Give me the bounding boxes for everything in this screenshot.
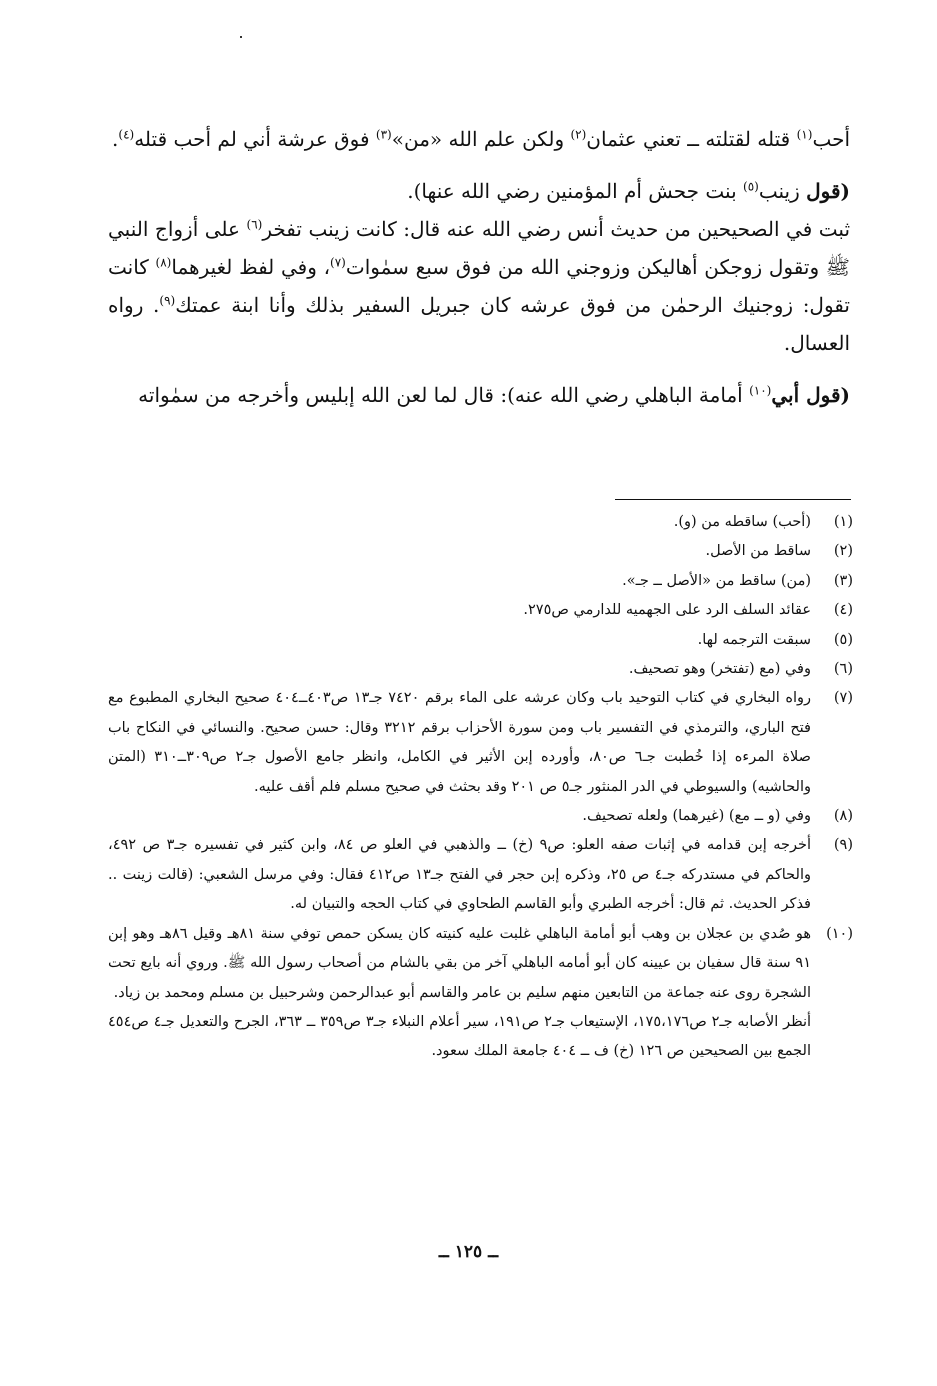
section-lead: (قول أبي	[771, 383, 850, 407]
footnote-6	[108, 655, 853, 684]
footnote-ref[interactable]: (٢)	[570, 127, 587, 142]
footnotes	[108, 508, 853, 1067]
footnote-number: (١)	[833, 514, 853, 530]
text-run: ولكن علم الله «من»	[391, 127, 571, 151]
footnote-number: (٣)	[833, 572, 853, 589]
page-number: ــ ١٢٥ ــ	[438, 1242, 499, 1262]
footnote-number: (٥)	[833, 631, 853, 648]
footnote-3	[108, 567, 853, 596]
footnote-number: (٧)	[833, 690, 853, 707]
footnote-ref[interactable]: (٣)	[375, 127, 392, 142]
footnote-ref[interactable]: (٧)	[330, 255, 346, 270]
text-run: ، وفي لفظ لغيرهما	[171, 255, 331, 279]
footnote-ref[interactable]: (٩)	[159, 293, 176, 308]
section-lead: (قول	[806, 179, 850, 203]
text-run: .	[112, 127, 119, 151]
text-run: كانت تقول: زوجنيك الرحمٰن من فوق عرشه كان جبريل السفير بذلك وأنا ابنة عمتك	[108, 255, 850, 317]
text-run: . رواه العسال.	[108, 293, 850, 355]
text-run: فوق عرشة أني لم أحب قتله	[134, 127, 376, 151]
paragraph-4	[108, 376, 850, 414]
text-run: قتله لقتلته ــ تعني عثمان	[586, 127, 797, 151]
footnote-text: أخرجه إبن قدامه في إثبات صفه العلو: ص٩ (خ) ــ والذهبي في العلو ص ٨٤، وابن كثير في تفسيره جـ٣ ص ٤٩٢، والحاكم في مستدركه جـ٤ ص ٢٥، وذكره إبن حجر في الفتح جـ١٣ ص٤١٢ فقال: وفي مرسل الشعبي: (قالت زينت .. فذكر الحديث. ثم قال: أخرجه الطبري وأبو القاسم الطحاوي في كتاب الحجه والتبيان له.	[108, 837, 811, 913]
footnote-number: (٢)	[833, 543, 853, 560]
footnote-text-block	[108, 920, 811, 1067]
footnote-1	[108, 508, 853, 537]
footnote-9	[108, 831, 853, 919]
footnote-10	[108, 920, 853, 1067]
footnote-number: (٤)	[833, 602, 853, 619]
footnote-text: رواه البخاري في كتاب التوحيد باب وكان عرشه على الماء برقم ٧٤٢٠ جـ١٣ ص٤٠٣ــ٤٠٤ صحيح البخاري المطبوع مع فتح الباري، والترمذي في التفسير باب ومن سورة الأحزاب برقم ٣٢١٢ وقال: حسن صحيح. والنسائي في النكاح باب صلاة المرءه إذا خُطبت جـ٦ ص٨٠، وأورده إبن الأثير في الكامل، وانظر جامع الأصول جـ٢ ص٣٠٩ــ٣١٠ (المتن والحاشيه) والسيوطي في الدر المنثور جـ٥ ص ٢٠١ وقد بحثث في صحيح مسلم فلم أقف عليه.	[108, 690, 811, 795]
footnote-separator	[615, 499, 851, 500]
footnote-text: وفي (و ــ مع) (غيرهما) ولعله تصحيف.	[582, 808, 811, 825]
text-run: بنت جحش أم المؤمنين رضي الله عنها).	[407, 179, 744, 203]
text-run: زينب	[758, 179, 807, 203]
footnote-number: (١٠)	[826, 925, 853, 942]
footnote-2	[108, 537, 853, 566]
footnote-text: وفي (مع (تفتخر) وهو تصحيف.	[628, 661, 811, 678]
paragraph-2	[108, 172, 850, 210]
text-run: أحب	[812, 127, 850, 151]
main-text	[108, 120, 850, 414]
footnote-text: سبقت الترجمه لها.	[697, 631, 811, 648]
footnote-ref[interactable]: (١٠)	[749, 383, 772, 398]
footnote-7	[108, 684, 853, 802]
footnote-text: (من) ساقط من «الأصل ــ جـ».	[622, 572, 811, 589]
paragraph-1	[108, 120, 850, 158]
footnote-8	[108, 802, 853, 831]
scan-speck	[240, 36, 242, 38]
paragraph-3	[108, 210, 850, 362]
footnote-text: عقائد السلف الرد على الجهميه للدارمي ص٢٧٥.	[523, 602, 811, 619]
footnote-ref[interactable]: (٦)	[246, 217, 263, 232]
text-run: على أزواج النبي ﷺ وتقول زوجكن أهاليكن وزوجني الله من فوق سبع سمٰوات	[108, 217, 850, 279]
footnote-ref[interactable]: (١)	[796, 127, 813, 142]
footnote-text: (أحب) ساقطه من (و).	[673, 514, 811, 530]
text-run: ثبت في الصحيحين من حديث أنس رضي الله عنه قال: كانت زينب تفخر	[262, 217, 851, 241]
text-run: أمامة الباهلي رضي الله عنه): قال لما لعن الله إبليس وأخرجه من سمٰواته	[138, 383, 750, 407]
footnote-ref[interactable]: (٥)	[743, 179, 759, 194]
footnote-ref[interactable]: (٤)	[118, 127, 135, 142]
footnote-number: (٦)	[833, 661, 853, 678]
footnote-number: (٩)	[833, 837, 853, 854]
footnote-4	[108, 596, 853, 625]
footnote-number: (٨)	[833, 808, 853, 825]
footnote-5	[108, 626, 853, 655]
footnote-text: هو صُدي بن عجلان بن وهب أبو أمامة الباهلي غلبت عليه كنيته كان يسكن حمص توفي سنة ٨١هـ وقيل ٨٦هـ وهو إبن ٩١ سنة قال سفيان بن عيينه كان أبو أمامه الباهلي آخر من بقي بالشام من أصحاب رسول الله ﷺ. وروي أنه بايع تحت الشجرة روى عنه جماعة من التابعين منهم سليم بن عامر والقاسم أبو عبدالرحمن وشرحبيل بن مسلم ومحمد بن زياد.	[108, 925, 811, 1001]
footnote-text: ساقط من الأصل.	[705, 543, 811, 560]
footnote-ref[interactable]: (٨)	[155, 255, 172, 270]
footnote-references: أنظر الأصابه جـ٢ ص١٧٥،١٧٦، الإستيعاب جـ٢ ص١٩١، سير أعلام النبلاء جـ٣ ص٣٥٩ ــ ٣٦٣، الجرح والتعديل جـ٤ ص٤٥٤ الجمع بين الصحيحين ص ١٢٦ (خ) ف ــ ٤٠٤ جامعة الملك سعود.	[108, 1013, 812, 1060]
